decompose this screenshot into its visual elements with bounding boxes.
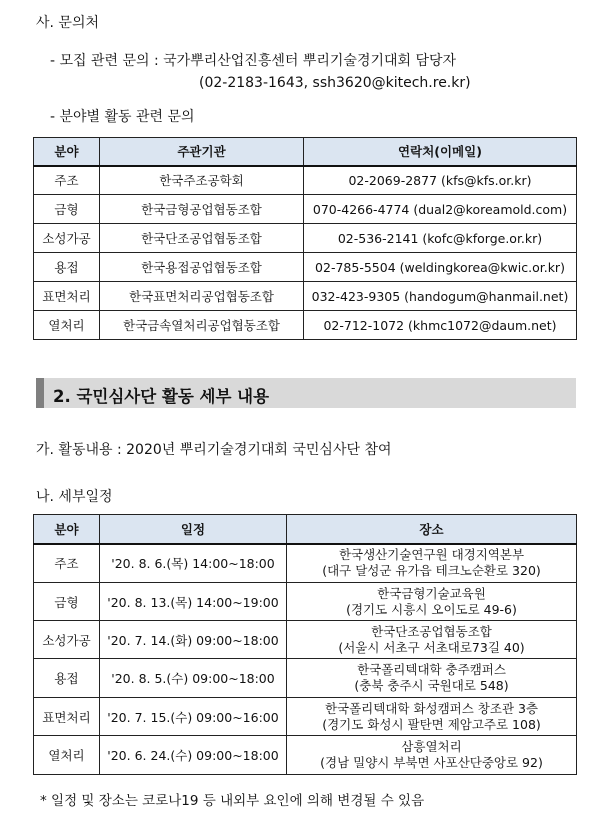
schedule-heading: 나. 세부일정 bbox=[36, 489, 113, 505]
place-name: 삼흥열처리 bbox=[401, 739, 462, 754]
cell-org: 한국금형공업협동조합 bbox=[100, 195, 304, 224]
cell-org: 한국용접공업협동조합 bbox=[100, 253, 304, 282]
cell-org: 한국금속열처리공업협동조합 bbox=[100, 311, 304, 340]
section-heading: 사. 문의처 bbox=[36, 15, 99, 31]
cell-place bbox=[287, 659, 577, 698]
contacts-table bbox=[33, 137, 577, 340]
place-address: (서울시 서초구 서초대로73길 40) bbox=[338, 639, 525, 655]
place-address: (충북 충주시 국원대로 548) bbox=[354, 678, 509, 693]
cell-contact: 02-2069-2877 (kfs@kfs.or.kr) bbox=[304, 166, 577, 195]
section-title-accent bbox=[36, 378, 44, 408]
cell-date: '20. 6. 24.(수) 09:00~18:00 bbox=[100, 736, 287, 775]
header-contact: 연락처(이메일) bbox=[304, 138, 577, 166]
table-row bbox=[34, 311, 577, 340]
cell-field: 금형 bbox=[34, 583, 100, 621]
cell-field: 열처리 bbox=[34, 311, 100, 340]
cell-date: '20. 8. 6.(목) 14:00~18:00 bbox=[100, 544, 287, 583]
cell-org: 한국주조공학회 bbox=[100, 166, 304, 195]
place-name: 한국금형기술교육원 bbox=[377, 585, 486, 601]
cell-org: 한국단조공업협동조합 bbox=[100, 224, 304, 253]
table-row bbox=[34, 659, 577, 698]
contact-detail: (02-2183-1643, ssh3620@kitech.re.kr) bbox=[199, 75, 471, 91]
cell-field: 열처리 bbox=[34, 736, 100, 775]
place-address: (경기도 화성시 팔탄면 제암고주로 108) bbox=[322, 716, 541, 732]
cell-contact: 02-536-2141 (kofc@kforge.or.kr) bbox=[304, 224, 577, 253]
cell-field: 소성가공 bbox=[34, 621, 100, 659]
cell-org: 한국표면처리공업협동조합 bbox=[100, 282, 304, 311]
activity-text: 가. 활동내용 : 2020년 뿌리기술경기대회 국민심사단 참여 bbox=[36, 442, 392, 458]
contact-label: - 모집 관련 문의 : 국가뿌리산업진흥센터 뿌리기술경기대회 담당자 bbox=[50, 53, 457, 69]
cell-place bbox=[287, 736, 577, 775]
table-row bbox=[34, 698, 577, 736]
table-row bbox=[34, 544, 577, 583]
table-row bbox=[34, 195, 577, 224]
footnote: * 일정 및 장소는 코로나19 등 내외부 요인에 의해 변경될 수 있음 bbox=[40, 793, 425, 809]
place-address: (경기도 시흥시 오이도로 49-6) bbox=[346, 601, 517, 617]
table-row bbox=[34, 166, 577, 195]
table-row bbox=[34, 621, 577, 659]
cell-date: '20. 7. 14.(화) 09:00~18:00 bbox=[100, 621, 287, 659]
cell-contact: 070-4266-4774 (dual2@koreamold.com) bbox=[304, 195, 577, 224]
section-title: 2. 국민심사단 활동 세부 내용 bbox=[53, 387, 270, 406]
cell-field: 금형 bbox=[34, 195, 100, 224]
table-row bbox=[34, 224, 577, 253]
cell-contact: 032-423-9305 (handogum@hanmail.net) bbox=[304, 282, 577, 311]
cell-field: 소성가공 bbox=[34, 224, 100, 253]
table-row bbox=[34, 253, 577, 282]
cell-date: '20. 8. 13.(목) 14:00~19:00 bbox=[100, 583, 287, 621]
header-org: 주관기관 bbox=[100, 138, 304, 166]
table-row bbox=[34, 282, 577, 311]
cell-place bbox=[287, 544, 577, 583]
cell-field: 표면처리 bbox=[34, 698, 100, 736]
place-address: (경남 밀양시 부북면 사포산단중앙로 92) bbox=[320, 755, 543, 770]
cell-field: 주조 bbox=[34, 544, 100, 583]
header-date: 일정 bbox=[100, 515, 287, 544]
table-header-row bbox=[34, 515, 577, 544]
place-name: 한국생산기술연구원 대경지역본부 bbox=[338, 547, 525, 563]
cell-field: 용접 bbox=[34, 659, 100, 698]
cell-contact: 02-712-1072 (khmc1072@daum.net) bbox=[304, 311, 577, 340]
table-row bbox=[34, 583, 577, 621]
cell-field: 용접 bbox=[34, 253, 100, 282]
schedule-table bbox=[33, 514, 577, 775]
cell-place bbox=[287, 621, 577, 659]
header-field: 분야 bbox=[34, 515, 100, 544]
place-name: 한국폴리텍대학 충주캠퍼스 bbox=[357, 662, 506, 677]
cell-date: '20. 8. 5.(수) 09:00~18:00 bbox=[100, 659, 287, 698]
cell-place bbox=[287, 698, 577, 736]
header-place: 장소 bbox=[287, 515, 577, 544]
field-contact-label: - 분야별 활동 관련 문의 bbox=[50, 109, 195, 125]
place-name: 한국폴리텍대학 화성캠퍼스 창조관 3층 bbox=[324, 700, 539, 716]
header-field: 분야 bbox=[34, 138, 100, 166]
cell-contact: 02-785-5504 (weldingkorea@kwic.or.kr) bbox=[304, 253, 577, 282]
table-row bbox=[34, 736, 577, 775]
place-address: (대구 달성군 유가읍 테크노순환로 320) bbox=[322, 563, 541, 579]
cell-date: '20. 7. 15.(수) 09:00~16:00 bbox=[100, 698, 287, 736]
place-name: 한국단조공업협동조합 bbox=[371, 623, 492, 639]
cell-field: 주조 bbox=[34, 166, 100, 195]
cell-place bbox=[287, 583, 577, 621]
table-header-row bbox=[34, 138, 577, 166]
cell-field: 표면처리 bbox=[34, 282, 100, 311]
